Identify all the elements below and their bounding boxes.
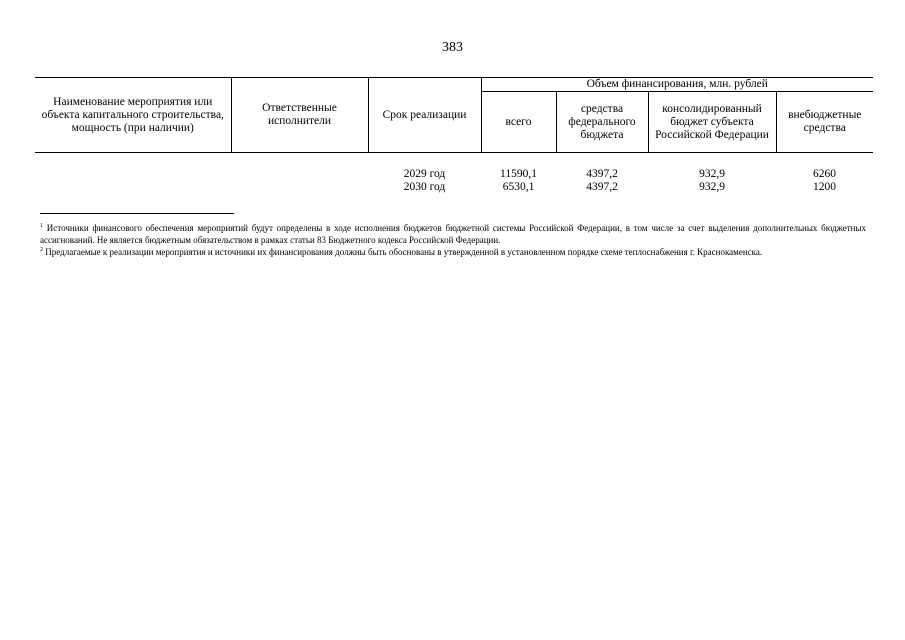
header-regional: консолидированный бюджет субъекта Российской Федерации	[648, 92, 776, 153]
header-federal: средства федерального бюджета	[556, 92, 648, 153]
page-number: 383	[442, 40, 463, 55]
cell-regional: 932,9	[699, 181, 725, 193]
cell-federal: 4397,2	[586, 181, 618, 193]
footnote-mark: 2	[40, 247, 43, 253]
table-header	[35, 78, 873, 153]
table-row	[35, 153, 873, 182]
cell-term: 2030 год	[403, 181, 446, 193]
cell-total: 11590,1	[500, 168, 537, 180]
footnotes	[40, 222, 866, 258]
footnote-separator	[40, 213, 234, 214]
cell-federal: 4397,2	[586, 168, 618, 180]
cell-executors	[231, 153, 368, 182]
cell-term: 2029 год	[403, 168, 446, 180]
header-name: Наименование мероприятия или объекта капитального строительства, мощность (при наличии)	[35, 78, 231, 153]
table-body	[35, 153, 873, 195]
cell-name	[35, 153, 231, 182]
footnote-2	[40, 246, 866, 258]
financing-table	[35, 77, 873, 194]
cell-total: 6530,1	[502, 181, 535, 193]
header-total: всего	[481, 92, 556, 153]
footnote-text: Предлагаемые к реализации мероприятия и источники их финансирования должны быть обоснованы в утвержденной в установленном порядке схеме теплоснабжения г. Краснокаменска.	[45, 247, 763, 257]
header-executors: Ответственные исполнители	[231, 78, 368, 153]
table-row	[35, 181, 873, 194]
header-term: Срок реализации	[368, 78, 481, 153]
header-financing: Объем финансирования, млн. рублей	[481, 78, 873, 92]
cell-executors	[231, 181, 368, 194]
cell-extrabudget: 6260	[813, 168, 836, 180]
cell-name	[35, 181, 231, 194]
header-extrabudget: внебюджетные средства	[776, 92, 873, 153]
footnote-text: Источники финансового обеспечения мероприятий будут определены в ходе исполнения бюджетов бюджетной системы Российской Федерации, в том числе за счет выделения дополнительных бюджетных ассигнований. Не является бюджетным обязательством в рамках статьи 83 Бюджетного кодекса Российской Федерации.	[40, 223, 866, 245]
footnote-1	[40, 222, 866, 246]
footnote-mark: 1	[40, 223, 43, 229]
cell-extrabudget: 1200	[813, 181, 836, 193]
cell-regional: 932,9	[699, 168, 725, 180]
